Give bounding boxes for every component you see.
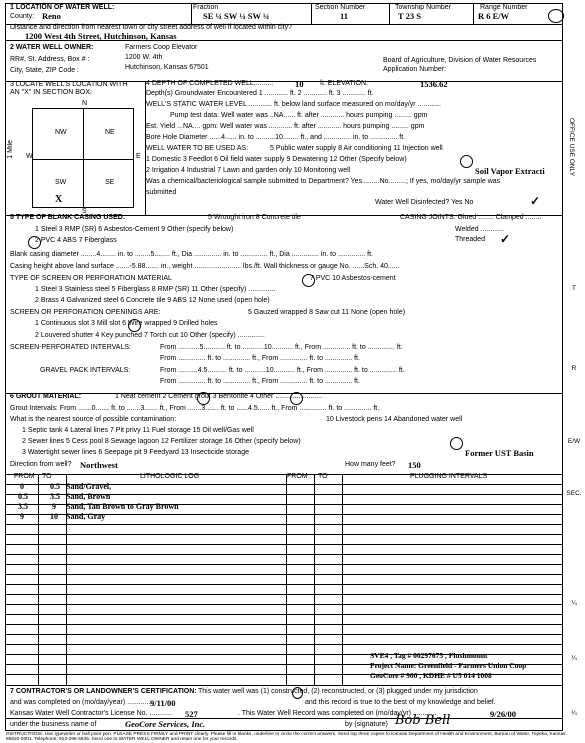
rule bbox=[6, 624, 562, 625]
cert-line1: This water well was (1) constructed, (2) reconstructed, or (3) plugged under my jurisdiction bbox=[198, 688, 478, 695]
submitted-label: submitted bbox=[146, 189, 177, 196]
screen-title: TYPE OF SCREEN OR PERFORATION MATERIAL bbox=[10, 275, 172, 282]
sw-label: SW bbox=[55, 179, 67, 186]
use-title: WELL WATER TO BE USED AS: bbox=[146, 145, 249, 152]
elevation-value: 1536.62 bbox=[420, 79, 448, 89]
office-sec: SEC. bbox=[566, 490, 582, 497]
casing-pvc-circle bbox=[28, 236, 41, 249]
table-row: 0 0.5 Sand/Gravel, bbox=[20, 482, 112, 491]
rule bbox=[6, 554, 562, 555]
use-row0: 5 Public water supply 8 Air conditioning 11 Injection well bbox=[270, 145, 443, 152]
office-q3: ¼ bbox=[571, 710, 577, 717]
openings-row2: 2 Louvered shutter 4 Key punched 7 Torch cut 10 Other (specify) .............. bbox=[35, 332, 265, 339]
sec2-title: 2 WATER WELL OWNER: bbox=[10, 44, 94, 51]
depth-label: 4 DEPTH OF COMPLETED WELL.......... bbox=[146, 80, 274, 87]
west-label: W bbox=[26, 153, 33, 160]
casing-row0: 5 Wrought iron 8 Concrete tile bbox=[208, 214, 301, 221]
rule bbox=[6, 718, 562, 719]
rule bbox=[311, 4, 312, 24]
application-label: Application Number: bbox=[383, 66, 447, 73]
contam-title: What is the nearest source of possible contamination: bbox=[10, 416, 177, 423]
other-use-value: Soil Vapor Extracti bbox=[475, 166, 545, 176]
south-label: S bbox=[82, 208, 87, 215]
mill-slot-circle bbox=[128, 319, 141, 332]
openings-title: SCREEN OR PERFORATION OPENINGS ARE: bbox=[10, 309, 161, 316]
signature: Bob Bell bbox=[395, 713, 451, 728]
cert-line2: and this record is true to the best of my knowledge and belief. bbox=[305, 699, 496, 706]
rule bbox=[6, 594, 562, 595]
joints-label: CASING JOINTS: Glued ........ Clamped ........ bbox=[400, 214, 542, 221]
threaded-label: Threaded bbox=[455, 236, 485, 243]
board-label: Board of Agriculture, Division of Water Resources bbox=[383, 57, 537, 64]
casing-row2: 2 PVC 4 ABS 7 Fiberglass bbox=[35, 237, 117, 244]
log-header-lithologic: LITHOLOGIC LOG bbox=[140, 473, 200, 480]
rule bbox=[6, 685, 562, 686]
direction-value: Northwest bbox=[80, 460, 118, 470]
sec6-title: 6 GROUT MATERIAL: bbox=[10, 393, 82, 400]
business-label: under the business name of bbox=[10, 721, 97, 728]
addr-label: RR#, St. Address, Box # : bbox=[10, 56, 90, 63]
log-header-to2: TO bbox=[318, 473, 328, 480]
rule bbox=[6, 584, 562, 585]
casing-height-line: Casing height above land surface .......-5.88....... in., weight ........................ lbs./ft. Wall thickness or gauge No. ......Sch. 40...... bbox=[10, 263, 400, 270]
rule bbox=[6, 574, 562, 575]
perf-row2: From .............. ft. to .............. ft., From .............. ft. to .............. ft. bbox=[160, 355, 360, 362]
groundwater-line: Depth(s) Groundwater Encountered 1 ............ ft. 2 ............ ft. 3 ............ ft. bbox=[146, 90, 374, 97]
grout-intervals: Grout Intervals: From .......0....... ft. to .......3....... ft., From .......3....... ft. to ......4.5...... ft., From .............. ft. to .............. ft. bbox=[10, 405, 380, 412]
township-value: T 23 S bbox=[398, 11, 421, 21]
signature-label: by (signature) bbox=[345, 721, 388, 728]
bentonite-circle bbox=[290, 392, 303, 405]
depth-value: 10 bbox=[295, 79, 304, 89]
city-label: City, State, ZIP Code : bbox=[10, 67, 79, 74]
completed-date: 9/11/00 bbox=[150, 698, 176, 708]
screen-row2: 2 Brass 4 Galvanized steel 6 Concrete tile 9 ABS 12 None used (open hole) bbox=[35, 297, 270, 304]
log-header-from2: FROM bbox=[287, 473, 308, 480]
completed-label: and was completed on (mo/day/year) ............ bbox=[10, 699, 151, 706]
range-label: Range Number bbox=[480, 4, 528, 11]
gravel-row2: From .............. ft. to .............. ft., From .............. ft. to .............. ft. bbox=[160, 378, 360, 385]
mile-label: 1 Mile bbox=[7, 140, 14, 159]
county-label: County: bbox=[10, 13, 35, 20]
cert-line3: . This Water Well Record was completed on (mo/day/yr) ............ bbox=[238, 710, 437, 717]
contam-row1: 1 Septic tank 4 Lateral lines 7 Pit privy 11 Fuel storage 15 Oil well/Gas well bbox=[22, 427, 254, 434]
casing-row1: 1 Steel 3 RMP (SR) 6 Asbestos-Cement 9 Other (specify below) bbox=[35, 226, 234, 233]
county-value: Reno bbox=[42, 11, 61, 21]
sec7-title: 7 CONTRACTOR'S OR LANDOWNER'S CERTIFICATION: bbox=[10, 688, 197, 695]
license-label: Kansas Water Well Contractor's License No. ............ bbox=[10, 710, 173, 717]
sec5-title: 5 TYPE OF BLANK CASING USED: bbox=[10, 214, 126, 221]
contam-row2: 2 Sewer lines 5 Cess pool 8 Sewage lagoon 12 Fertilizer storage 16 Other (specify below) bbox=[22, 438, 301, 445]
office-q1: ¼ bbox=[571, 600, 577, 607]
nw-label: NW bbox=[55, 129, 67, 136]
openings-row1: 1 Continuous slot 3 Mill slot 6 Wire wrapped 9 Drilled holes bbox=[35, 320, 218, 327]
casing-diameter-line: Blank casing diameter ........4........ in. to ........5........ ft., Dia .............. in. to .............. ft., Dia .............. in. to .............. ft. bbox=[10, 251, 373, 258]
rule bbox=[6, 644, 562, 645]
screen-pvc-circle bbox=[302, 274, 315, 287]
office-r: R bbox=[571, 365, 577, 372]
owner-value: Farmers Coop Elevator bbox=[125, 44, 198, 51]
business-value: GeoCore Services, Inc. bbox=[125, 719, 206, 729]
office-q2: ¼ bbox=[571, 655, 577, 662]
constructed-circle bbox=[292, 687, 303, 699]
office-use-label: OFFICE USE ONLY bbox=[568, 118, 575, 177]
rule bbox=[191, 4, 192, 24]
log-header-plugging: PLUGGING INTERVALS bbox=[410, 473, 488, 480]
yield-line: Est. Yield ...NA.... gpm: Well water was ............ ft. after ............ hours pumping ......... gpm bbox=[146, 123, 425, 130]
east-label: E bbox=[136, 153, 141, 160]
rule bbox=[6, 614, 562, 615]
well-location-mark: X bbox=[55, 194, 63, 205]
other-contam-value: Former UST Basin bbox=[465, 448, 534, 458]
directions-label: Distance and direction from nearest town or city street address of well if located within city? bbox=[10, 24, 293, 31]
contam-row3: 3 Watertight sewer lines 6 Seepage pit 9 Feedyard 13 Insecticide storage bbox=[22, 449, 249, 456]
table-row: 3.5 9 Sand, Tan Brown to Gray Brown bbox=[18, 502, 179, 511]
perf-label: SCREEN-PERFORATED INTERVALS: bbox=[10, 344, 131, 351]
gravel-row1: From ..........4.5.......... ft. to ...........10........... ft., From .............. ft. to .............. ft. bbox=[160, 367, 405, 374]
use-row2: 2 Irrigation 4 Industrial 7 Lawn and garden only 10 Monitoring well bbox=[146, 167, 351, 174]
feet-value: 150 bbox=[408, 460, 421, 470]
other-contam-circle bbox=[450, 437, 463, 450]
gravel-label: GRAVEL PACK INTERVALS: bbox=[40, 367, 131, 374]
license-value: 527 bbox=[185, 709, 198, 719]
north-label: N bbox=[82, 100, 88, 107]
office-t: T bbox=[572, 285, 576, 292]
section-grid bbox=[32, 108, 134, 208]
cement-grout-circle bbox=[197, 392, 210, 405]
log-note-2: Project Name: Greenfield - Farmers Union Coop bbox=[370, 661, 527, 670]
range-value: R 6 E/W bbox=[478, 11, 510, 21]
use-12-circle bbox=[460, 155, 473, 168]
screen-row1: 1 Steel 3 Stainless steel 5 Fiberglass 8 RMP (SR) 11 Other (specify) .............. bbox=[35, 286, 276, 293]
disinfected-line: Water Well Disinfected? Yes No bbox=[375, 199, 474, 206]
threaded-check: ✓ bbox=[500, 232, 511, 246]
office-ew: E/W bbox=[567, 438, 581, 445]
rule bbox=[6, 564, 562, 565]
feet-label: How many feet? bbox=[345, 461, 396, 468]
se-label: SE bbox=[105, 179, 115, 186]
bore-line: Bore Hole Diameter ......4...... in. to ..........10........ ft., and .............. in. to .............. ft. bbox=[146, 134, 406, 141]
rule bbox=[6, 524, 562, 525]
rule bbox=[473, 4, 474, 24]
log-header-to: TO bbox=[42, 473, 52, 480]
range-ew-circle bbox=[548, 9, 564, 23]
use-row1: 1 Domestic 3 Feedlot 6 Oil field water supply 9 Dewatering 12 Other (Specify below) bbox=[146, 156, 407, 163]
township-label: Township Number bbox=[395, 4, 452, 11]
elevation-label: ft. ELEVATION: bbox=[320, 80, 368, 87]
addr-value: 1200 W. 4th bbox=[125, 54, 163, 61]
record-date: 9/26/00 bbox=[490, 709, 516, 719]
fraction-label: Fraction bbox=[193, 4, 219, 11]
chem-line: Was a chemical/bacteriological sample submitted to Department? Yes.........No.........; If yes, mo/day/yr sample was bbox=[146, 178, 501, 185]
contam-row0: 10 Livestock pens 14 Abandoned water well bbox=[326, 416, 463, 423]
ne-label: NE bbox=[105, 129, 115, 136]
openings-row0: 5 Gauzed wrapped 8 Saw cut 11 None (open hole) bbox=[248, 309, 406, 316]
table-row: 9 10 Sand, Gray bbox=[20, 512, 106, 521]
log-note-1: SVE4 , Tag # 00297675 , Flushmount bbox=[370, 651, 488, 660]
section-label: Section Number bbox=[315, 4, 366, 11]
pump-line: Pump test data: Well water was ..NA...... ft. after ............ hours pumping ......... gpm bbox=[170, 112, 428, 119]
log-header-from: FROM bbox=[14, 473, 35, 480]
grout-options: 1 Neat cement 2 Cement grout 3 Bentonite 4 Other ........................ bbox=[115, 393, 322, 400]
rule bbox=[389, 4, 390, 24]
screen-row0: 7 PVC 10 Asbestos-cement bbox=[310, 275, 396, 282]
rule bbox=[6, 544, 562, 545]
welded-label: Welded ............ bbox=[455, 226, 504, 233]
direction-label: Direction from well? bbox=[10, 461, 72, 468]
check-mark: ✓ bbox=[530, 194, 541, 208]
city-value: Hutchinson, Kansas 67501 bbox=[125, 64, 209, 71]
instructions: INSTRUCTIONS: Use typewriter or ball point pen. PLEASE PRESS FIRMLY and PRINT clearly. Please fill in blanks, underline or circle the correct answers. Send top three copies to Kansas Department of Health and Environment, Bureau of Water, Topeka, Kansas 66620-0001. Telephone: 913-296-5545. Send one to WATER WELL OWNER and retain one for your records. bbox=[6, 732, 566, 743]
static-line: WELL'S STATIC WATER LEVEL ............ ft. below land surface measured on mo/day/yr ............ bbox=[146, 101, 441, 108]
table-row: 0.5 3.5 Sand, Brown bbox=[18, 492, 111, 501]
fraction-value: SE ¼ SW ¼ SW ¼ bbox=[203, 11, 270, 21]
perf-row1: From ...........5........... ft. to ...........10........... ft., From .............. ft. to .............. ft. bbox=[160, 344, 403, 351]
sec3-title: 3 LOCATE WELL'S LOCATION WITH AN "X" IN SECTION BOX: bbox=[10, 81, 128, 96]
sec1-title: 1 LOCATION OF WATER WELL: bbox=[10, 4, 115, 11]
rule bbox=[6, 534, 562, 535]
directions-value: 1200 West 4th Street, Hutchinson, Kansas bbox=[25, 31, 177, 41]
log-note-3: GeoCore # 900 , KDHE # U5 014 1008 bbox=[370, 671, 492, 680]
section-value: 11 bbox=[340, 11, 349, 21]
rule bbox=[6, 604, 562, 605]
rule bbox=[6, 634, 562, 635]
